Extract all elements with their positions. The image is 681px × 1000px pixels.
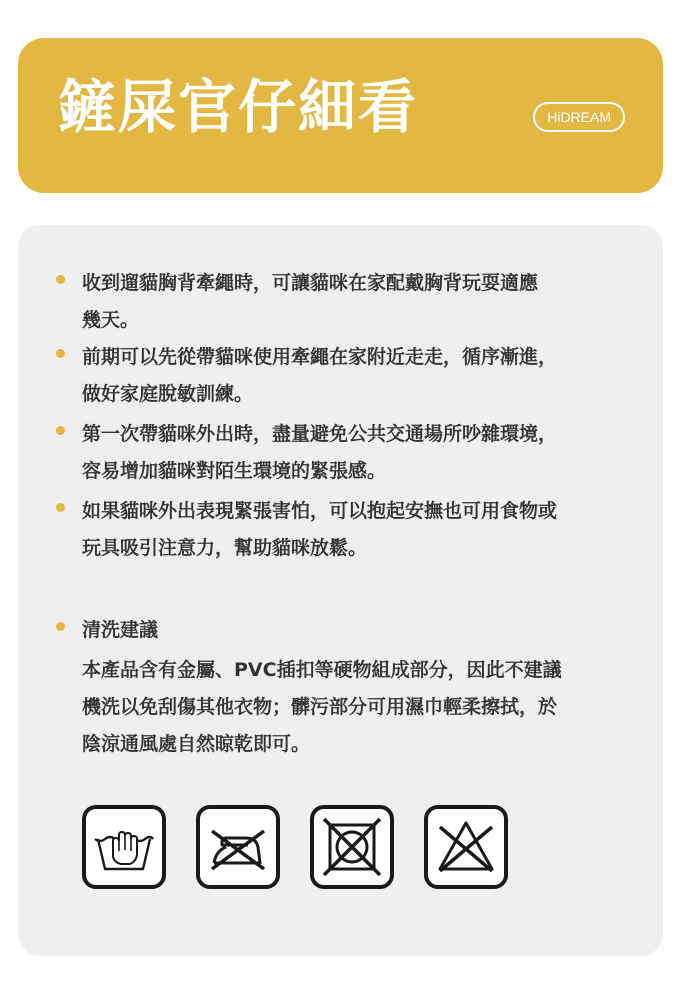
cleaning-line: 陰涼通風處自然晾乾即可。 <box>82 733 311 755</box>
tip-line: 如果貓咪外出表現緊張害怕，可以抱起安撫也可用食物或 <box>82 500 558 522</box>
bullet-dot <box>56 622 65 631</box>
bullet-dot <box>56 426 65 435</box>
do-not-iron-icon <box>196 805 280 889</box>
cleaning-heading: 清洗建議 <box>82 619 159 641</box>
tip-line: 第一次帶貓咪外出時，盡量避免公共交通場所吵雜環境， <box>82 423 558 445</box>
tip-line: 做好家庭脫敏訓練。 <box>82 383 254 405</box>
do-not-tumble-dry-icon <box>310 805 394 889</box>
bullet-dot <box>56 275 65 284</box>
header-banner <box>18 38 663 193</box>
tip-line: 容易增加貓咪對陌生環境的緊張感。 <box>82 460 387 482</box>
tips-card <box>18 225 663 956</box>
hand-wash-icon <box>82 805 166 889</box>
tip-line: 玩具吸引注意力，幫助貓咪放鬆。 <box>82 537 368 559</box>
page-title: 鏟屎官仔細看 <box>58 73 419 141</box>
brand-badge: HiDREAM <box>533 102 625 132</box>
tip-line: 前期可以先從帶貓咪使用牽繩在家附近走走，循序漸進， <box>82 346 558 368</box>
tip-line: 收到遛貓胸背牽繩時，可讓貓咪在家配戴胸背玩耍適應 <box>82 272 539 294</box>
cleaning-line: 機洗以免刮傷其他衣物；髒污部分可用濕巾輕柔擦拭，於 <box>82 696 558 718</box>
bullet-dot <box>56 503 65 512</box>
tip-line: 幾天。 <box>82 309 140 331</box>
bullet-dot <box>56 349 65 358</box>
do-not-bleach-icon <box>424 805 508 889</box>
cleaning-line: 本產品含有金屬、PVC插扣等硬物組成部分，因此不建議 <box>82 659 562 681</box>
